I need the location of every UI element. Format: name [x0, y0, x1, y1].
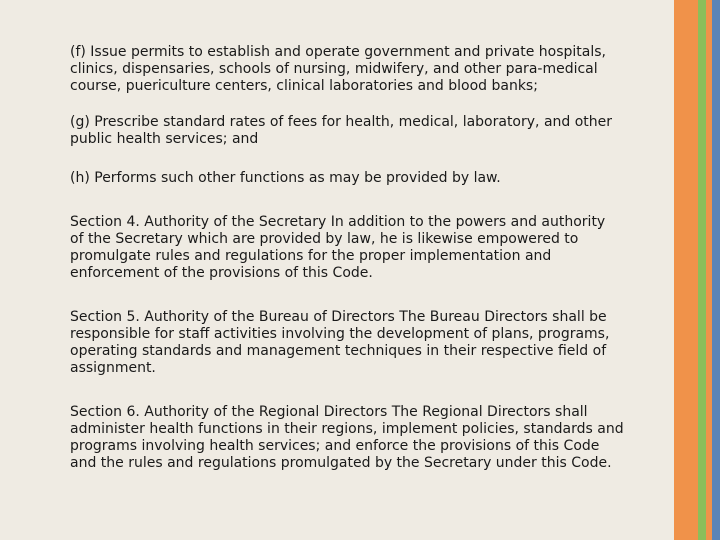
blue-stripe [712, 0, 720, 540]
section-6-text: Authority of the Regional Directors The Regional Directors shall administer health functions in their regions, implement policies, standards and programs involving health services; and enforce the provisions of this Code and the rules and regulations promulgated by the Secretary under this Code. [70, 404, 624, 471]
paragraph-g: (g) Prescribe standard rates of fees for health, medical, laboratory, and other public health services; and [70, 114, 613, 147]
section-6 [70, 404, 624, 472]
paragraph-f: (f) Issue permits to establish and operate government and private hospitals, clinics, dispensaries, schools of nursing, midwifery, and other para-medical course, puericulture centers, clinical laboratories and blood banks; [70, 44, 606, 94]
paragraph-h: (h) Performs such other functions as may be provided by law. [70, 170, 501, 186]
section-4-text: Authority of the Secretary In addition to the powers and authority of the Secretary which are provided by law, he is likewise empowered to promulgate rules and regulations for the proper implementation and enforcement of the provisions of this Code. [70, 214, 606, 281]
section-6-label: Section 6. [70, 404, 140, 420]
section-5-text: Authority of the Bureau of Directors The Bureau Directors shall be responsible for staff activities involving the development of plans, programs, operating standards and management techniques in their respective field of assignment. [70, 309, 610, 376]
decorative-side-stripes [674, 0, 720, 540]
green-stripe [698, 0, 706, 540]
section-4-label: Section 4. [70, 214, 140, 230]
section-5 [70, 309, 609, 377]
orange-stripe [674, 0, 698, 540]
section-5-label: Section 5. [70, 309, 140, 325]
section-4 [70, 214, 605, 282]
